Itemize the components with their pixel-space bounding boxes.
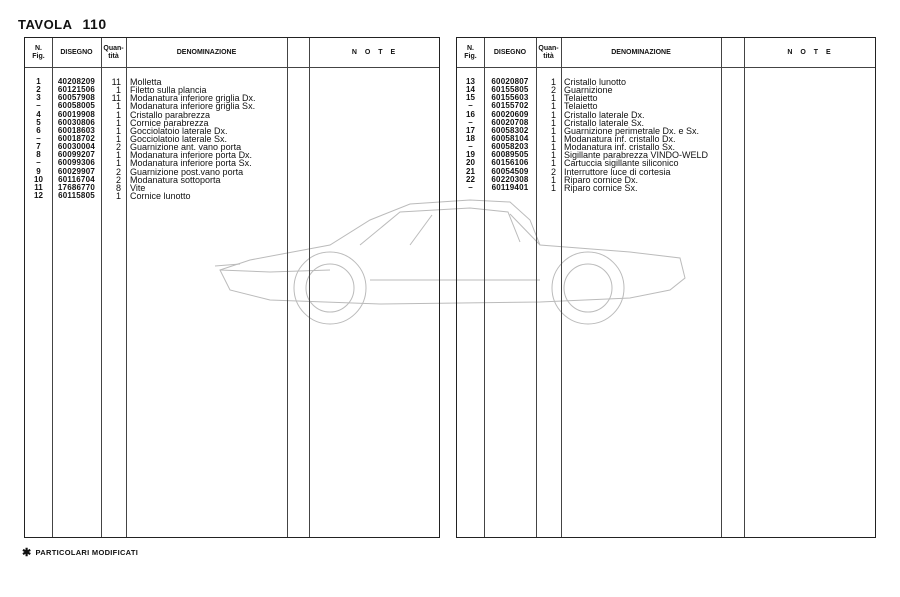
denominazione-cell: Cornice parabrezza	[130, 117, 209, 128]
disegno-cell: 60020609	[491, 109, 529, 119]
disegno-cell: 60099207	[57, 150, 96, 160]
quantity-cell: 1	[550, 150, 556, 161]
fig-cell: 9	[36, 166, 41, 176]
fig-cell: 4	[36, 109, 41, 119]
quantity-cell: 1	[550, 125, 556, 136]
fig-cell: 19	[466, 150, 475, 160]
denominazione-cell: Riparo cornice Sx.	[564, 182, 638, 193]
quantity-cell: 1	[550, 109, 556, 120]
denominazione-cell: Guarnizione	[564, 85, 613, 96]
parts-table-right	[456, 37, 876, 538]
denominazione-cell: Modanatura inf. cristallo Sx.	[564, 142, 676, 153]
rows-right	[457, 78, 875, 192]
disegno-cell: 60121506	[57, 85, 96, 95]
header-disegno: DISEGNO	[60, 48, 93, 56]
fig-cell: –	[468, 101, 473, 111]
disegno-cell: 60155603	[491, 93, 529, 103]
header-denominazione: DENOMINAZIONE	[611, 48, 671, 56]
denominazione-cell: Guarnizione post.vano porta	[130, 166, 244, 177]
denominazione-cell: Guarnizione ant. vano porta	[130, 142, 242, 153]
fig-cell: 16	[466, 109, 475, 119]
disegno-cell: 60116704	[58, 174, 95, 184]
disegno-cell: 60119401	[491, 182, 529, 192]
fig-cell: –	[36, 101, 41, 111]
quantity-cell: 1	[550, 174, 556, 185]
footer-note	[22, 546, 138, 559]
quantity-cell: 1	[115, 158, 121, 169]
quantity-cell: 8	[115, 182, 121, 193]
quantity-cell: 1	[550, 158, 556, 169]
page-title	[18, 16, 107, 32]
denominazione-cell: Cristallo laterale Dx.	[564, 109, 645, 120]
disegno-cell: 60018603	[57, 125, 96, 135]
denominazione-cell: Riparo cornice Dx.	[564, 174, 639, 185]
fig-cell: 18	[466, 133, 475, 143]
fig-cell: –	[468, 182, 473, 192]
fig-cell: 1	[36, 77, 41, 86]
parts-table-left	[24, 37, 440, 538]
fig-cell: 5	[36, 117, 41, 127]
disegno-cell: 60155805	[491, 85, 529, 95]
disegno-cell: 60057908	[57, 93, 96, 103]
quantity-cell: 1	[115, 133, 121, 144]
quantity-cell: 1	[550, 101, 556, 112]
fig-cell: 14	[466, 85, 475, 95]
disegno-cell: 40208209	[57, 77, 96, 86]
fig-cell: –	[36, 133, 41, 143]
fig-cell: –	[468, 117, 473, 127]
disegno-cell: 60029907	[57, 166, 96, 176]
header-disegno: DISEGNO	[493, 48, 527, 56]
quantity-cell: 2	[115, 174, 121, 185]
quantity-cell: 2	[115, 142, 121, 153]
disegno-cell: 60020807	[491, 77, 529, 86]
disegno-cell: 60115805	[58, 190, 95, 200]
quantity-cell: 1	[115, 85, 121, 96]
quantity-cell: 1	[550, 117, 556, 128]
denominazione-cell: Filetto sulla plancia	[130, 85, 207, 96]
fig-cell: 12	[34, 190, 43, 200]
disegno-cell: 60058005	[57, 101, 96, 111]
disegno-cell: 60019908	[57, 109, 96, 119]
header-denominazione: DENOMINAZIONE	[176, 48, 237, 56]
footer-text: PARTICOLARI MODIFICATI	[35, 548, 139, 557]
disegno-cell: 60054509	[491, 166, 529, 176]
disegno-cell: 60058104	[491, 133, 529, 143]
denominazione-cell: Modanatura sottoporta	[130, 174, 221, 185]
quantity-cell: 1	[115, 150, 121, 161]
disegno-cell: 60058302	[491, 125, 529, 135]
disegno-cell: 60156106	[491, 158, 529, 168]
fig-cell: 13	[466, 77, 475, 86]
fig-cell: 6	[36, 125, 41, 135]
denominazione-cell: Cartuccia sigillante siliconico	[564, 158, 679, 169]
fig-cell: 15	[466, 93, 475, 103]
fig-cell: 11	[34, 182, 43, 192]
disegno-cell: 60020708	[491, 117, 529, 127]
quantity-cell: 1	[550, 93, 556, 104]
quantity-cell: 2	[115, 166, 121, 177]
quantity-cell: 2	[550, 85, 556, 96]
quantity-cell: 1	[115, 101, 121, 112]
fig-cell: 20	[466, 158, 475, 168]
fig-cell: 7	[36, 142, 41, 152]
header-note: N O T E	[787, 48, 834, 56]
fig-cell: 2	[36, 85, 41, 95]
denominazione-cell: Vite	[130, 182, 146, 193]
quantity-cell: 11	[111, 77, 121, 87]
denominazione-cell: Telaietto	[564, 93, 598, 104]
fig-cell: 8	[36, 150, 41, 160]
disegno-cell: 60155702	[491, 101, 529, 111]
denominazione-cell: Modanatura inf. cristallo Dx.	[564, 133, 676, 144]
quantity-cell: 1	[550, 133, 556, 144]
quantity-cell: 1	[115, 190, 121, 201]
quantity-cell: 1	[115, 117, 121, 128]
denominazione-cell: Modanatura inferiore porta Sx.	[130, 158, 252, 169]
denominazione-cell: Gocciolatoio laterale Dx.	[130, 125, 228, 136]
rows-left	[25, 78, 439, 200]
quantity-cell: 1	[550, 77, 556, 87]
quantity-cell: 1	[115, 109, 121, 120]
header-quantita: Quan- tità	[538, 44, 559, 60]
fig-cell: –	[36, 158, 41, 168]
quantity-cell: 1	[115, 125, 121, 136]
header-note: N O T E	[351, 48, 399, 56]
denominazione-cell: Telaietto	[564, 101, 598, 112]
denominazione-cell: Cornice lunotto	[130, 190, 191, 201]
disegno-cell: 60030004	[57, 142, 96, 152]
denominazione-cell: Modanatura inferiore griglia Sx.	[130, 101, 256, 112]
header-fig: N. Fig.	[32, 44, 45, 60]
header-quantita: Quan- tità	[103, 44, 124, 60]
fig-cell: 10	[34, 174, 43, 184]
fig-cell: 3	[36, 93, 41, 103]
denominazione-cell: Cristallo parabrezza	[130, 109, 211, 120]
quantity-cell: 1	[550, 142, 556, 153]
fig-cell: 22	[466, 174, 475, 184]
denominazione-cell: Guarnizione perimetrale Dx. e Sx.	[564, 125, 700, 136]
disegno-cell: 60089505	[491, 150, 529, 160]
denominazione-cell: Interruttore luce di cortesia	[564, 166, 671, 177]
fig-cell: 21	[466, 166, 475, 176]
disegno-cell: 60099306	[57, 158, 96, 168]
quantity-cell: 1	[550, 182, 556, 193]
header-fig: N. Fig.	[464, 44, 477, 60]
quantity-cell: 2	[550, 166, 556, 177]
disegno-cell: 60018702	[57, 133, 96, 143]
disegno-cell: 60220308	[491, 174, 529, 184]
denominazione-cell: Modanatura inferiore porta Dx.	[130, 150, 253, 161]
fig-cell: 17	[466, 125, 475, 135]
asterisk-icon: ✱	[22, 547, 32, 559]
disegno-cell: 17686770	[57, 182, 96, 192]
denominazione-cell: Cristallo lunotto	[564, 77, 627, 87]
fig-cell: –	[468, 142, 473, 152]
disegno-cell: 60058203	[491, 142, 529, 152]
denominazione-cell: Sigillante parabrezza VINDO-WELD	[564, 150, 709, 161]
denominazione-cell: Molletta	[130, 77, 162, 87]
denominazione-cell: Modanatura inferiore griglia Dx.	[130, 93, 256, 104]
table-row	[25, 192, 439, 200]
title-label: TAVOLA	[18, 17, 73, 32]
denominazione-cell: Cristallo laterale Sx.	[564, 117, 645, 128]
title-number: 110	[82, 16, 107, 32]
quantity-cell: 11	[111, 93, 121, 104]
disegno-cell: 60030806	[57, 117, 96, 127]
table-row	[457, 184, 875, 192]
denominazione-cell: Gocciolatoio laterale Sx.	[130, 133, 228, 144]
